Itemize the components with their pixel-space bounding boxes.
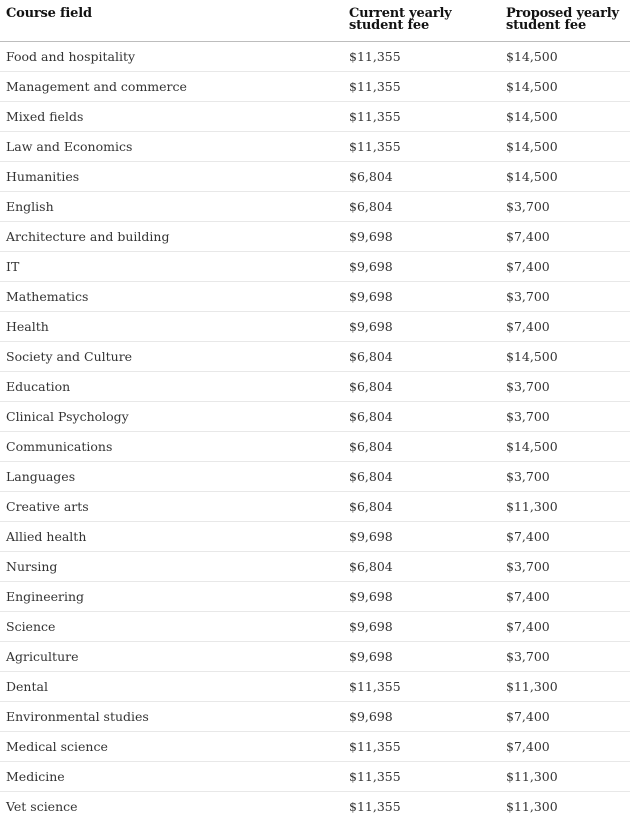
course-field-cell: Vet science (6, 799, 78, 814)
table-row (0, 222, 630, 252)
current-fee-cell: $11,355 (349, 679, 401, 694)
table-row (0, 582, 630, 612)
proposed-fee-cell: $11,300 (506, 769, 558, 784)
course-field-cell: Science (6, 619, 56, 634)
course-field-cell: Education (6, 379, 71, 394)
table-row (0, 72, 630, 102)
proposed-fee-cell: $14,500 (506, 169, 558, 184)
proposed-fee-cell: $14,500 (506, 79, 558, 94)
proposed-fee-cell: $11,300 (506, 799, 558, 814)
current-fee-cell: $6,804 (349, 349, 393, 364)
header-course-field: Course field (6, 6, 92, 21)
current-fee-cell: $11,355 (349, 769, 401, 784)
current-fee-cell: $11,355 (349, 49, 401, 64)
current-fee-cell: $11,355 (349, 79, 401, 94)
current-fee-cell: $6,804 (349, 559, 393, 574)
current-fee-cell: $9,698 (349, 289, 393, 304)
table-row (0, 642, 630, 672)
proposed-fee-cell: $3,700 (506, 409, 550, 424)
table-row (0, 282, 630, 312)
course-field-cell: Clinical Psychology (6, 409, 129, 424)
current-fee-cell: $9,698 (349, 319, 393, 334)
current-fee-cell: $6,804 (349, 199, 393, 214)
table-row (0, 552, 630, 582)
proposed-fee-cell: $7,400 (506, 259, 550, 274)
course-field-cell: English (6, 199, 54, 214)
current-fee-cell: $11,355 (349, 109, 401, 124)
current-fee-cell: $9,698 (349, 619, 393, 634)
current-fee-cell: $6,804 (349, 169, 393, 184)
table-row (0, 342, 630, 372)
table-row (0, 792, 630, 822)
table-row (0, 102, 630, 132)
table-header (0, 0, 630, 42)
proposed-fee-cell: $14,500 (506, 49, 558, 64)
table-row (0, 402, 630, 432)
course-field-cell: Agriculture (6, 649, 79, 664)
course-field-cell: Mixed fields (6, 109, 84, 124)
course-field-cell: Health (6, 319, 49, 334)
course-field-cell: Society and Culture (6, 349, 133, 364)
table-row (0, 612, 630, 642)
proposed-fee-cell: $3,700 (506, 559, 550, 574)
current-fee-cell: $9,698 (349, 529, 393, 544)
course-field-cell: IT (6, 259, 20, 274)
course-field-cell: Communications (6, 439, 113, 454)
current-fee-cell: $9,698 (349, 229, 393, 244)
proposed-fee-cell: $3,700 (506, 199, 550, 214)
current-fee-cell: $6,804 (349, 469, 393, 484)
current-fee-cell: $11,355 (349, 799, 401, 814)
proposed-fee-cell: $7,400 (506, 739, 550, 754)
current-fee-cell: $9,698 (349, 259, 393, 274)
course-field-cell: Medicine (6, 769, 65, 784)
table-row (0, 732, 630, 762)
current-fee-cell: $6,804 (349, 409, 393, 424)
proposed-fee-cell: $7,400 (506, 319, 550, 334)
table-row (0, 162, 630, 192)
table-row (0, 132, 630, 162)
proposed-fee-cell: $14,500 (506, 439, 558, 454)
course-field-cell: Environmental studies (6, 709, 149, 724)
current-fee-cell: $11,355 (349, 739, 401, 754)
proposed-fee-cell: $3,700 (506, 649, 550, 664)
course-field-cell: Law and Economics (6, 139, 133, 154)
course-field-cell: Medical science (6, 739, 108, 754)
proposed-fee-cell: $7,400 (506, 529, 550, 544)
course-field-cell: Creative arts (6, 499, 89, 514)
course-field-cell: Allied health (6, 529, 87, 544)
table-body (0, 42, 630, 822)
table-row (0, 192, 630, 222)
course-field-cell: Nursing (6, 559, 58, 574)
table-row (0, 672, 630, 702)
current-fee-cell: $6,804 (349, 379, 393, 394)
course-field-cell: Dental (6, 679, 48, 694)
course-field-cell: Management and commerce (6, 79, 187, 94)
table-row (0, 252, 630, 282)
header-current-fee: Current yearly student fee (349, 6, 452, 33)
proposed-fee-cell: $11,300 (506, 679, 558, 694)
course-field-cell: Humanities (6, 169, 80, 184)
table-row (0, 312, 630, 342)
course-field-cell: Languages (6, 469, 76, 484)
current-fee-cell: $9,698 (349, 649, 393, 664)
current-fee-cell: $9,698 (349, 709, 393, 724)
proposed-fee-cell: $7,400 (506, 229, 550, 244)
proposed-fee-cell: $7,400 (506, 589, 550, 604)
course-field-cell: Engineering (6, 589, 85, 604)
table-row (0, 762, 630, 792)
table-row (0, 462, 630, 492)
current-fee-cell: $6,804 (349, 499, 393, 514)
table-row (0, 42, 630, 72)
current-fee-cell: $11,355 (349, 139, 401, 154)
proposed-fee-cell: $3,700 (506, 289, 550, 304)
proposed-fee-cell: $7,400 (506, 709, 550, 724)
table-row (0, 522, 630, 552)
proposed-fee-cell: $14,500 (506, 109, 558, 124)
proposed-fee-cell: $14,500 (506, 139, 558, 154)
table-row (0, 702, 630, 732)
table-row (0, 432, 630, 462)
proposed-fee-cell: $11,300 (506, 499, 558, 514)
proposed-fee-cell: $7,400 (506, 619, 550, 634)
course-field-cell: Architecture and building (6, 229, 170, 244)
current-fee-cell: $9,698 (349, 589, 393, 604)
table-row (0, 492, 630, 522)
course-field-cell: Mathematics (6, 289, 89, 304)
current-fee-cell: $6,804 (349, 439, 393, 454)
table-row (0, 372, 630, 402)
course-field-cell: Food and hospitality (6, 49, 136, 64)
proposed-fee-cell: $3,700 (506, 379, 550, 394)
header-proposed-fee: Proposed yearly student fee (506, 6, 619, 33)
proposed-fee-cell: $14,500 (506, 349, 558, 364)
proposed-fee-cell: $3,700 (506, 469, 550, 484)
